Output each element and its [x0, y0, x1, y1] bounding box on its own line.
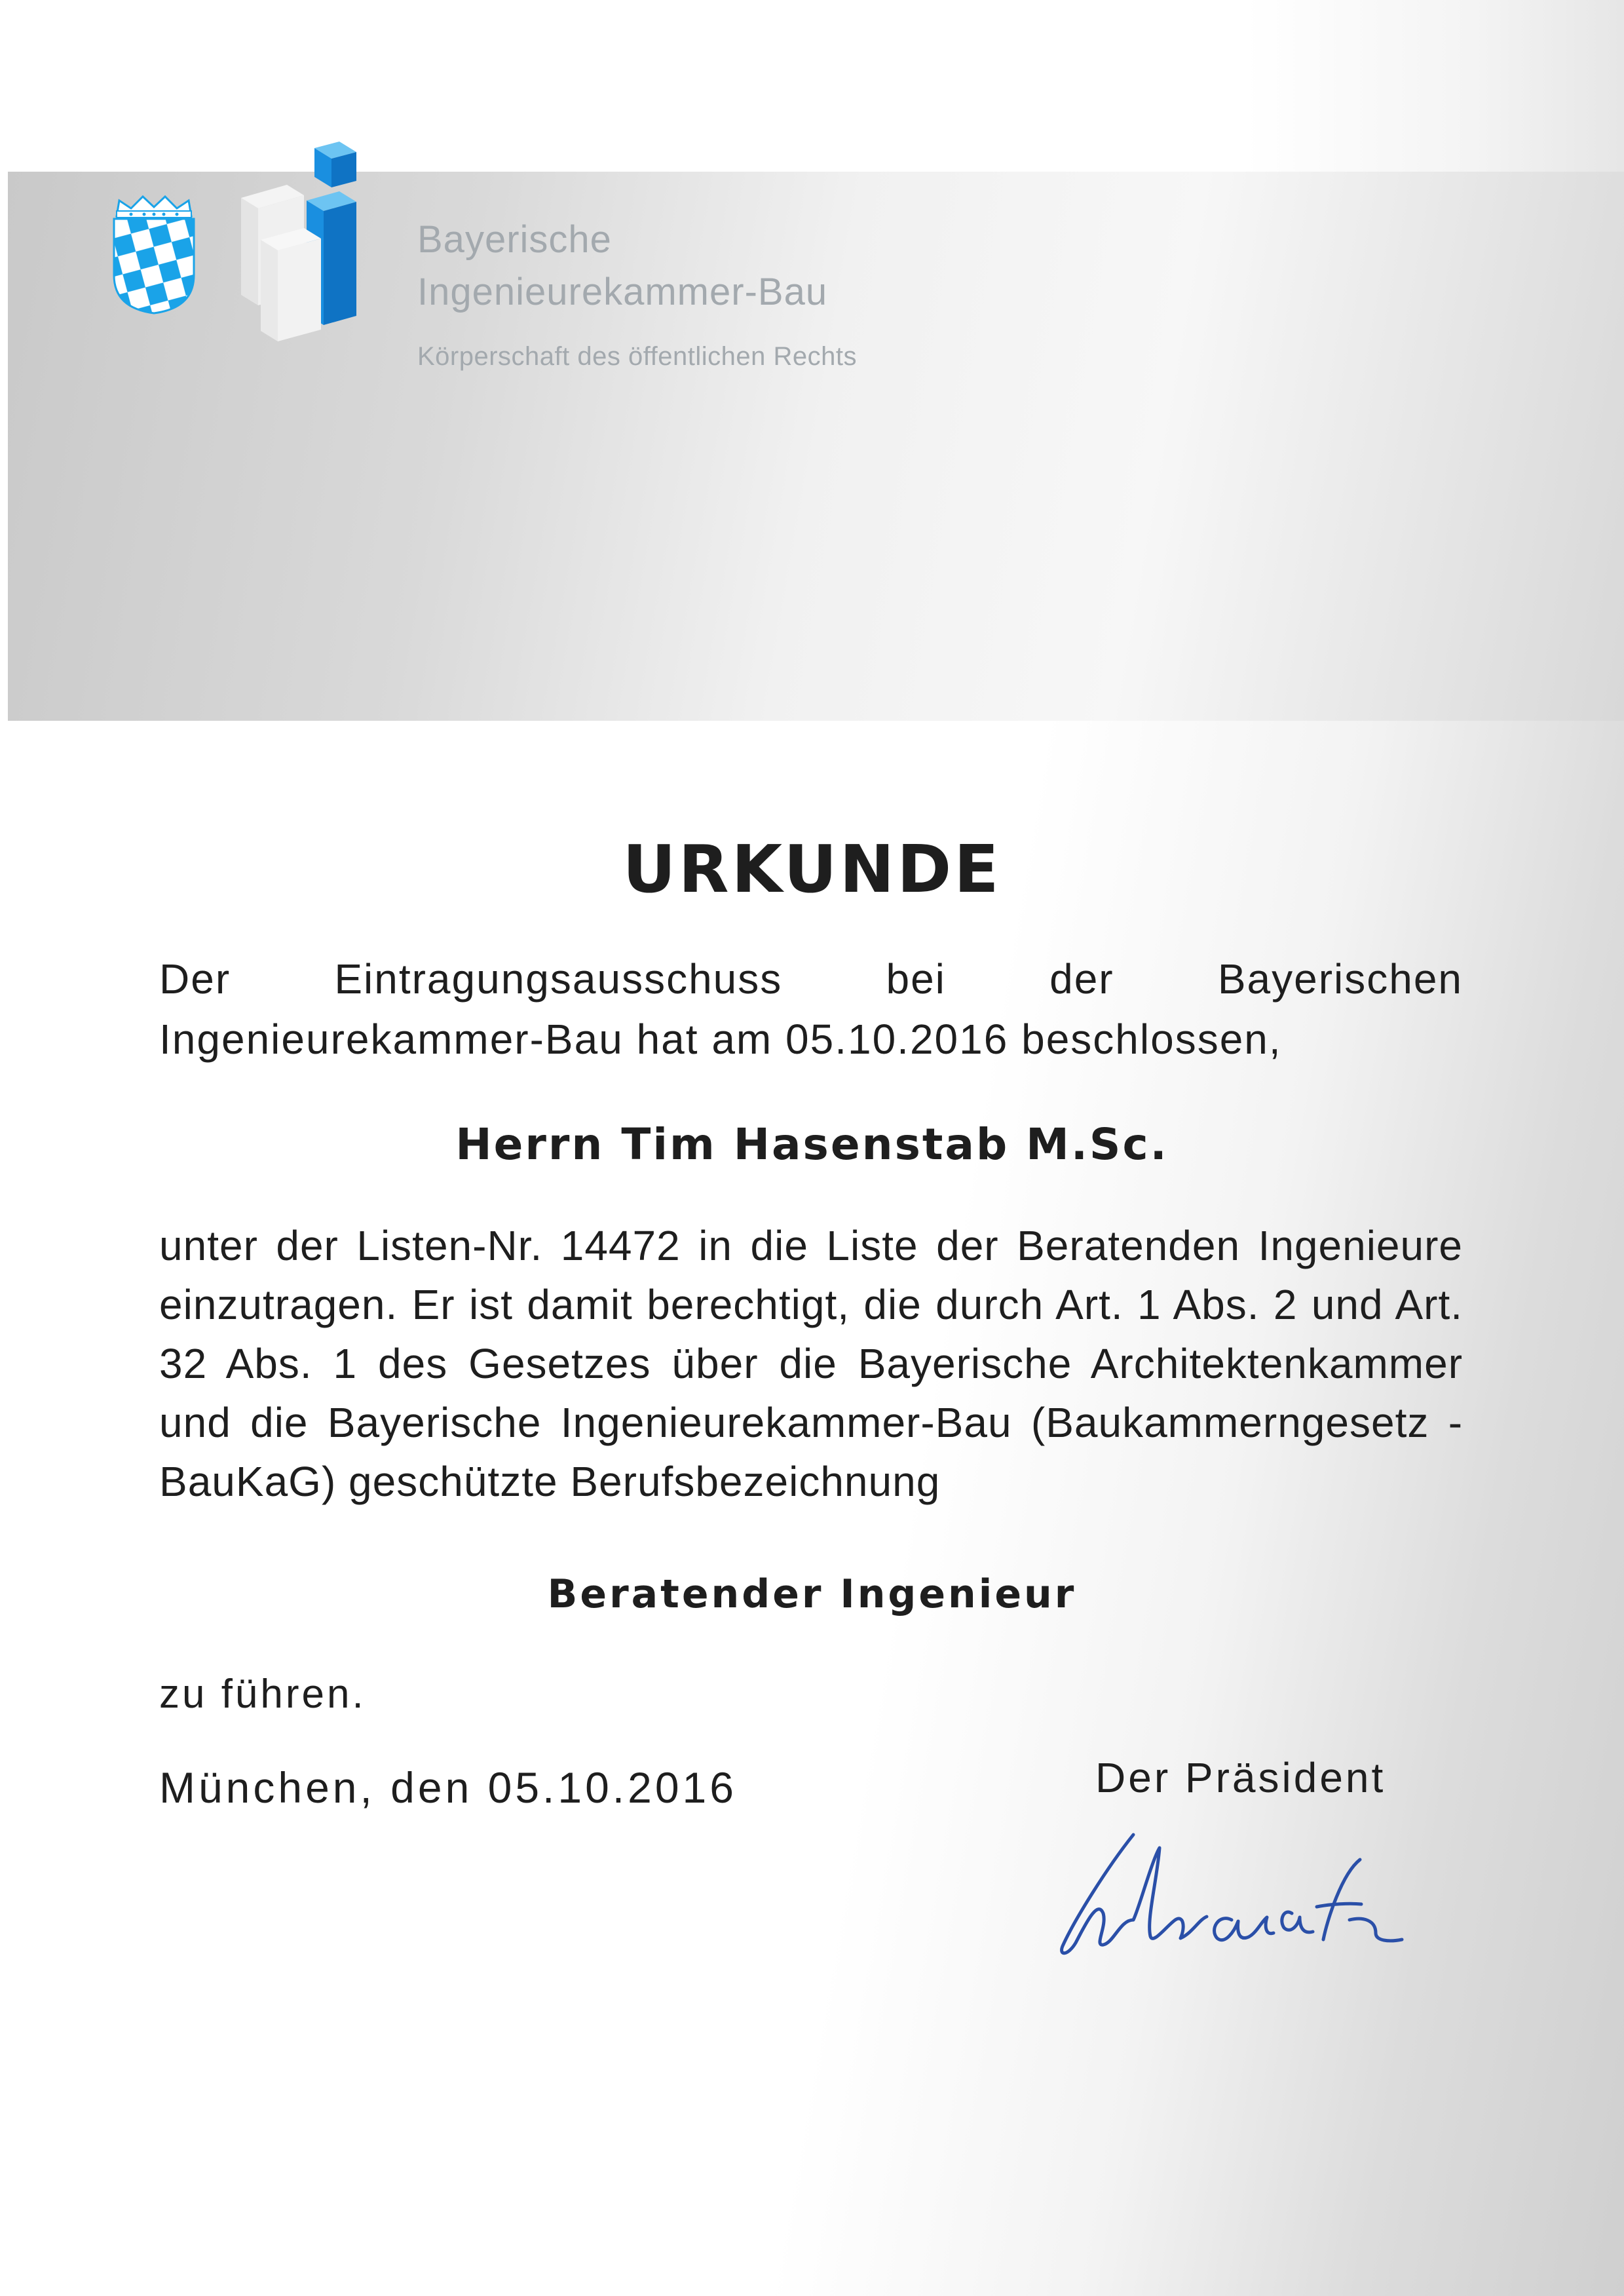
recipient-name: Herrn Tim Hasenstab M.Sc. — [455, 1119, 1169, 1170]
signatory-title: Der Präsident — [1095, 1754, 1386, 1801]
org-name-line2: Ingenieurekammer-Bau — [417, 271, 828, 313]
org-name-line1: Bayerische — [417, 218, 612, 261]
intro-paragraph: Der Eintragungsausschuss bei der Bayerischen Ingenieurekammer-Bau hat am 05.10.2016 beschlossen, — [159, 955, 1463, 1063]
place-and-date: München, den 05.10.2016 — [159, 1763, 737, 1812]
document-title: URKUNDE — [622, 831, 1002, 908]
ingenieurekammer-logo-icon — [241, 142, 366, 341]
org-subtitle: Körperschaft des öffentlichen Rechts — [417, 342, 857, 371]
corner-shading — [1245, 0, 1624, 172]
bavarian-coat-of-arms-icon — [110, 191, 198, 316]
professional-title: Beratender Ingenieur — [547, 1571, 1077, 1617]
president-signature — [1035, 1822, 1428, 1979]
closing-text: zu führen. — [159, 1672, 366, 1717]
decision-paragraph: unter der Listen-Nr. 14472 in die Liste der Beratenden Ingenieure einzutragen. Er ist damit berechtigt, die durch Art. 1 Abs. 2 und Art. 32 Abs. 1 des Gesetzes über die Bayerische Architektenkammer und die Bayerische Ingenieurekammer-Bau (Baukammerngesetz - BauKaG) geschützte Berufsbezeichnung — [159, 1222, 1463, 1505]
